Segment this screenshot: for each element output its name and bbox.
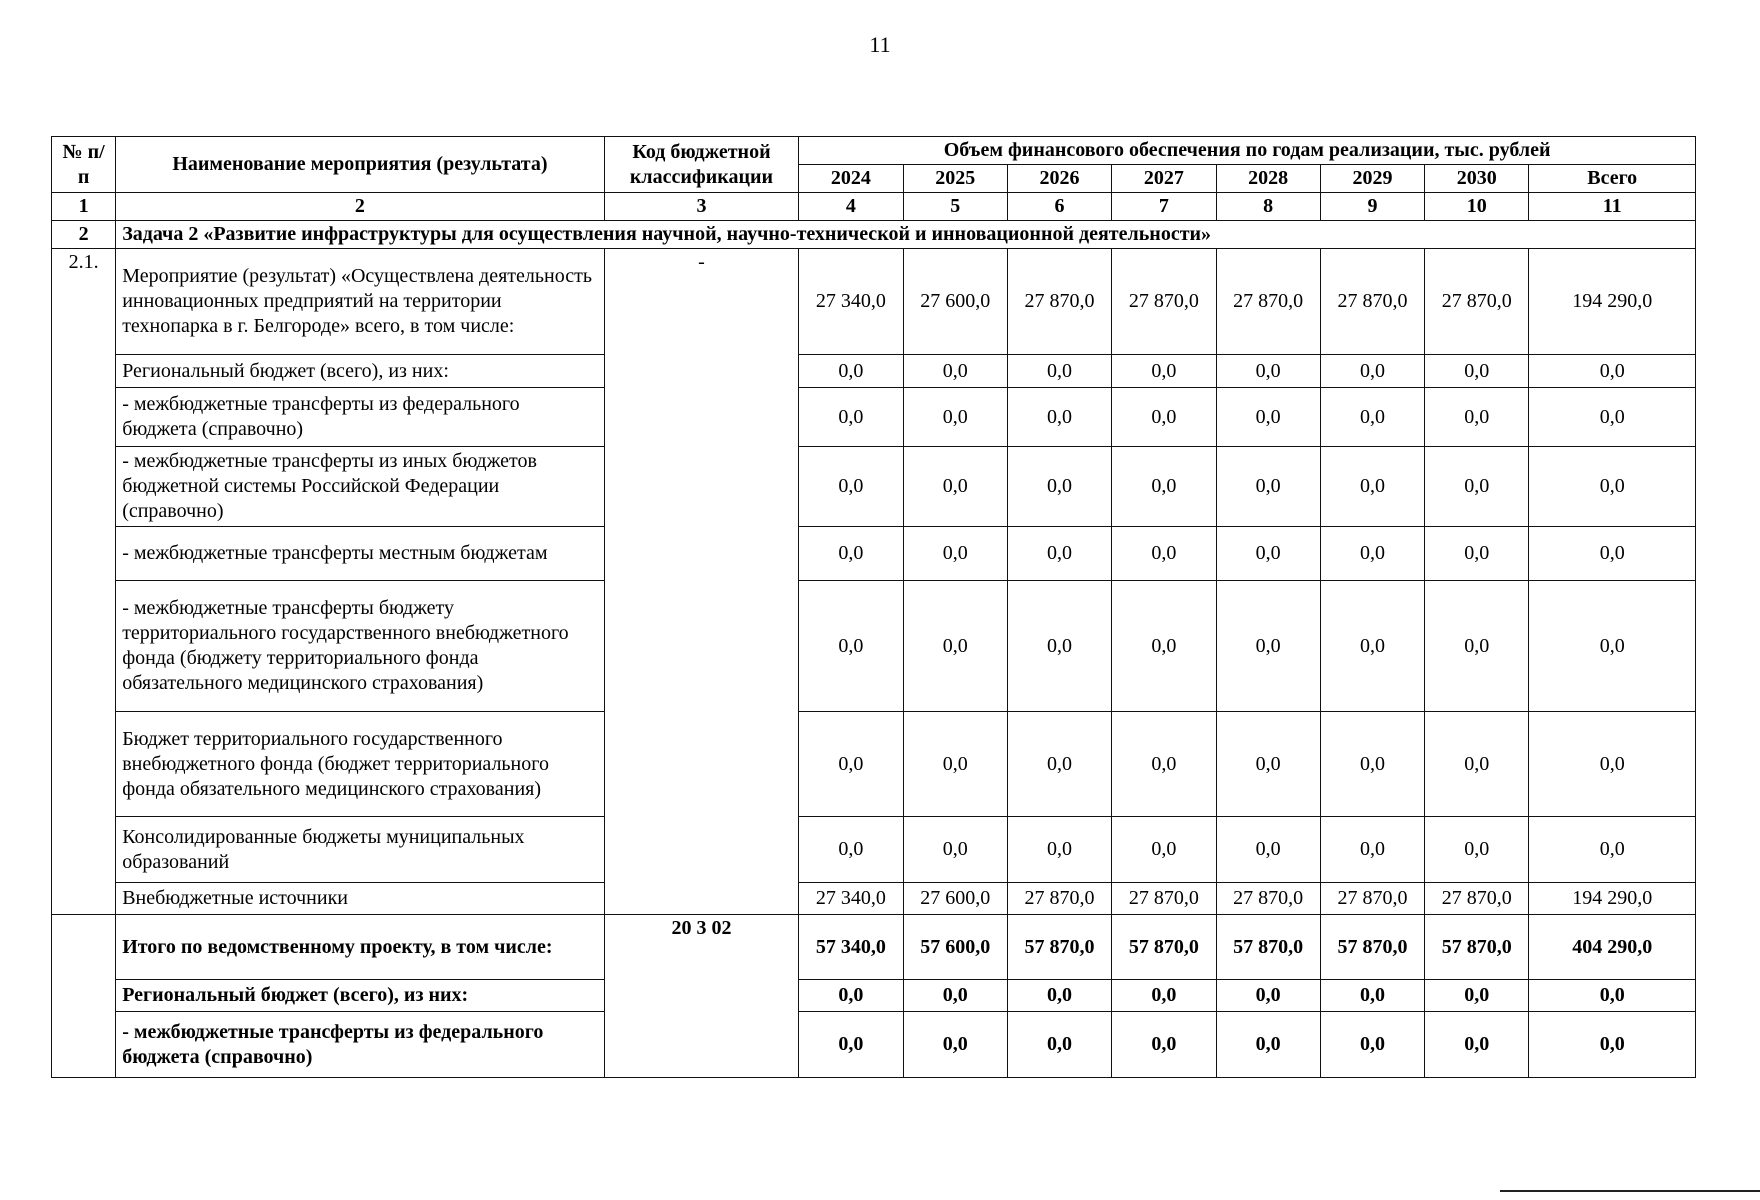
year-value: 0,0 (799, 980, 903, 1012)
column-number: 4 (799, 193, 903, 221)
row-name: - межбюджетные трансферты из федерального бюджета (справочно) (116, 1012, 604, 1078)
year-value: 0,0 (1425, 355, 1529, 388)
header-volume: Объем финансового обеспечения по годам реализации, тыс. рублей (799, 137, 1696, 165)
row-total-value: 0,0 (1529, 447, 1696, 527)
row-name: Мероприятие (результат) «Осуществлена деятельность инновационных предприятий на территории технопарка в г. Белгороде» всего, в том числе: (116, 249, 604, 355)
year-value: 27 870,0 (1112, 249, 1216, 355)
measure-row (52, 883, 1696, 915)
task-number: 2 (52, 221, 116, 249)
header-year: 2029 (1320, 165, 1424, 193)
year-value: 0,0 (1216, 817, 1320, 883)
year-value: 0,0 (1320, 817, 1424, 883)
header-year: 2027 (1112, 165, 1216, 193)
header-name: Наименование мероприятия (результата) (116, 137, 604, 193)
year-value: 0,0 (903, 817, 1007, 883)
year-value: 0,0 (903, 712, 1007, 817)
year-value: 0,0 (799, 447, 903, 527)
header-num: № п/п (52, 137, 116, 193)
year-value: 0,0 (1320, 388, 1424, 447)
row-name: Консолидированные бюджеты муниципальных образований (116, 817, 604, 883)
year-value: 57 870,0 (1112, 915, 1216, 980)
year-value: 0,0 (799, 712, 903, 817)
year-value: 0,0 (1320, 447, 1424, 527)
year-value: 57 870,0 (1425, 915, 1529, 980)
year-value: 27 870,0 (1425, 249, 1529, 355)
year-value: 0,0 (1216, 527, 1320, 581)
column-number: 9 (1320, 193, 1424, 221)
column-number: 5 (903, 193, 1007, 221)
row-total-value: 404 290,0 (1529, 915, 1696, 980)
column-number: 10 (1425, 193, 1529, 221)
year-value: 0,0 (1112, 980, 1216, 1012)
year-value: 27 870,0 (1320, 883, 1424, 915)
budget-table (51, 136, 1696, 1078)
year-value: 0,0 (1216, 447, 1320, 527)
year-value: 0,0 (903, 581, 1007, 712)
year-value: 0,0 (1320, 581, 1424, 712)
row-total-value: 194 290,0 (1529, 883, 1696, 915)
row-total-value: 0,0 (1529, 817, 1696, 883)
year-value: 0,0 (799, 1012, 903, 1078)
measure-row (52, 447, 1696, 527)
year-value: 0,0 (1425, 527, 1529, 581)
row-name: Региональный бюджет (всего), из них: (116, 980, 604, 1012)
measure-number: 2.1. (52, 249, 116, 915)
column-number: 11 (1529, 193, 1696, 221)
year-value: 0,0 (1007, 581, 1111, 712)
row-name: Внебюджетные источники (116, 883, 604, 915)
measure-row (52, 388, 1696, 447)
row-total-value: 0,0 (1529, 581, 1696, 712)
year-value: 0,0 (1216, 1012, 1320, 1078)
row-total-value: 194 290,0 (1529, 249, 1696, 355)
year-value: 0,0 (1216, 980, 1320, 1012)
year-value: 0,0 (1425, 1012, 1529, 1078)
measure-row (52, 712, 1696, 817)
measure-row (52, 581, 1696, 712)
year-value: 0,0 (1216, 581, 1320, 712)
year-value: 0,0 (1007, 817, 1111, 883)
row-name: Бюджет территориального государственного внебюджетного фонда (бюджет территориального фонда обязательного медицинского страхования) (116, 712, 604, 817)
year-value: 0,0 (1112, 447, 1216, 527)
budget-code: 20 3 02 (604, 915, 799, 1078)
year-value: 0,0 (1007, 712, 1111, 817)
year-value: 0,0 (1112, 581, 1216, 712)
year-value: 0,0 (1216, 712, 1320, 817)
year-value: 0,0 (1007, 527, 1111, 581)
column-number: 1 (52, 193, 116, 221)
year-value: 0,0 (1007, 388, 1111, 447)
header-row-1 (52, 137, 1696, 165)
year-value: 0,0 (1320, 712, 1424, 817)
column-number: 8 (1216, 193, 1320, 221)
column-number: 3 (604, 193, 799, 221)
row-total-value: 0,0 (1529, 980, 1696, 1012)
year-value: 57 870,0 (1320, 915, 1424, 980)
year-value: 0,0 (1007, 980, 1111, 1012)
year-value: 27 870,0 (1007, 883, 1111, 915)
measure-row (52, 249, 1696, 355)
budget-code: - (604, 249, 799, 915)
year-value: 0,0 (1320, 355, 1424, 388)
row-total-value: 0,0 (1529, 1012, 1696, 1078)
year-value: 57 600,0 (903, 915, 1007, 980)
year-value: 27 870,0 (1320, 249, 1424, 355)
year-value: 0,0 (1425, 712, 1529, 817)
row-name: - межбюджетные трансферты из иных бюджетов бюджетной системы Российской Федерации (справочно) (116, 447, 604, 527)
year-value: 0,0 (1216, 388, 1320, 447)
year-value: 0,0 (1425, 388, 1529, 447)
header-code: Код бюджетной классификации (604, 137, 799, 193)
year-value: 0,0 (1425, 447, 1529, 527)
total-row (52, 915, 1696, 980)
measure-row (52, 817, 1696, 883)
year-value: 0,0 (1112, 388, 1216, 447)
column-number-row (52, 193, 1696, 221)
total-row (52, 980, 1696, 1012)
year-value: 0,0 (1320, 980, 1424, 1012)
year-value: 57 340,0 (799, 915, 903, 980)
row-total-value: 0,0 (1529, 388, 1696, 447)
task-row (52, 221, 1696, 249)
year-value: 0,0 (799, 581, 903, 712)
header-year: 2024 (799, 165, 903, 193)
year-value: 0,0 (1112, 712, 1216, 817)
year-value: 0,0 (903, 527, 1007, 581)
year-value: 0,0 (1320, 1012, 1424, 1078)
year-value: 0,0 (1425, 581, 1529, 712)
page-number: 11 (869, 32, 891, 57)
row-name: - межбюджетные трансферты бюджету территориального государственного внебюджетного фонда (бюджету территориального фонда обязательного медицинского страхования) (116, 581, 604, 712)
year-value: 0,0 (1320, 527, 1424, 581)
row-total-value: 0,0 (1529, 712, 1696, 817)
year-value: 0,0 (903, 388, 1007, 447)
year-value: 0,0 (1007, 355, 1111, 388)
row-name: Итого по ведомственному проекту, в том числе: (116, 915, 604, 980)
year-value: 27 340,0 (799, 883, 903, 915)
row-name: - межбюджетные трансферты местным бюджетам (116, 527, 604, 581)
year-value: 0,0 (799, 817, 903, 883)
year-value: 0,0 (903, 447, 1007, 527)
year-value: 0,0 (903, 1012, 1007, 1078)
row-total-value: 0,0 (1529, 355, 1696, 388)
year-value: 0,0 (799, 527, 903, 581)
header-year: 2028 (1216, 165, 1320, 193)
header-year: 2026 (1007, 165, 1111, 193)
column-number: 6 (1007, 193, 1111, 221)
year-value: 27 870,0 (1112, 883, 1216, 915)
year-value: 0,0 (1112, 1012, 1216, 1078)
year-value: 27 870,0 (1425, 883, 1529, 915)
row-name: - межбюджетные трансферты из федерального бюджета (справочно) (116, 388, 604, 447)
header-total: Всего (1529, 165, 1696, 193)
row-name: Региональный бюджет (всего), из них: (116, 355, 604, 388)
year-value: 0,0 (1425, 980, 1529, 1012)
measure-row (52, 527, 1696, 581)
year-value: 27 600,0 (903, 883, 1007, 915)
column-number: 2 (116, 193, 604, 221)
column-number: 7 (1112, 193, 1216, 221)
year-value: 57 870,0 (1007, 915, 1111, 980)
year-value: 27 870,0 (1216, 883, 1320, 915)
year-value: 27 340,0 (799, 249, 903, 355)
year-value: 27 870,0 (1007, 249, 1111, 355)
header-year: 2030 (1425, 165, 1529, 193)
year-value: 0,0 (903, 980, 1007, 1012)
year-value: 0,0 (1112, 527, 1216, 581)
header-year: 2025 (903, 165, 1007, 193)
year-value: 0,0 (903, 355, 1007, 388)
year-value: 0,0 (1216, 355, 1320, 388)
bottom-rule (1500, 1190, 1760, 1192)
year-value: 0,0 (799, 355, 903, 388)
measure-row (52, 355, 1696, 388)
total-row (52, 1012, 1696, 1078)
year-value: 0,0 (1007, 1012, 1111, 1078)
year-value: 0,0 (799, 388, 903, 447)
year-value: 0,0 (1007, 447, 1111, 527)
year-value: 0,0 (1112, 817, 1216, 883)
task-title: Задача 2 «Развитие инфраструктуры для осуществления научной, научно-технической и инновационной деятельности» (116, 221, 1696, 249)
year-value: 0,0 (1425, 817, 1529, 883)
year-value: 57 870,0 (1216, 915, 1320, 980)
row-total-value: 0,0 (1529, 527, 1696, 581)
year-value: 0,0 (1112, 355, 1216, 388)
year-value: 27 600,0 (903, 249, 1007, 355)
total-number-empty (52, 915, 116, 1078)
year-value: 27 870,0 (1216, 249, 1320, 355)
